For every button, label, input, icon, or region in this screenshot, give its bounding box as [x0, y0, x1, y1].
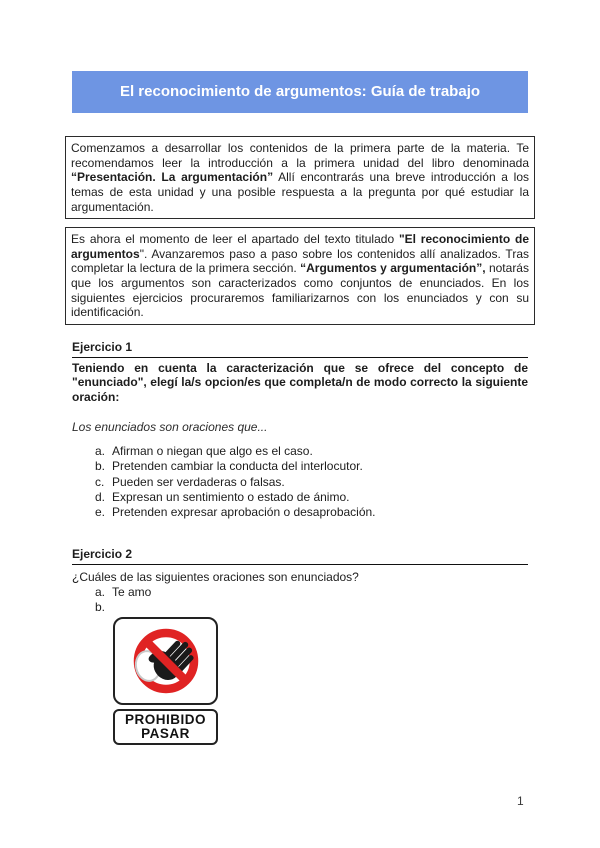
- item-text: Te amo: [112, 584, 152, 599]
- prohibido-pasar-sign: [113, 617, 218, 745]
- option-label: d.: [95, 489, 106, 504]
- no-entry-symbol-panel: [113, 617, 218, 705]
- option-label: c.: [95, 474, 105, 489]
- page-number: 1: [517, 794, 524, 808]
- page-content: [72, 0, 528, 745]
- option-text: Expresan un sentimiento o estado de ánimo.: [112, 489, 350, 504]
- sign-line-1: PROHIBIDO: [124, 712, 206, 728]
- intro-box-2: [65, 227, 535, 325]
- exercise1-prompt: Teniendo en cuenta la caracterización que se ofrece del concepto de "enunciado", elegí la/s opcion/es que completa/n de modo correcto la siguiente oración:: [72, 360, 528, 404]
- option-c: [95, 475, 528, 490]
- option-b: [95, 459, 528, 474]
- exercise2-item-b: [95, 600, 528, 615]
- sign-text-plate: [113, 709, 218, 745]
- intro-paragraph-2: Es ahora el momento de leer el apartado del texto titulado "El reconocimiento de argumentos". Avanzaremos paso a paso sobre los contenidos allí analizados. Tras completar la lectura de la primera sección. “Argumentos y argumentación”, notarás que los argumentos son caracterizados como conjuntos de enunciados. En los siguientes ejercicios procuraremos familiarizarnos con los enunciados y con su identificación.: [71, 232, 529, 320]
- option-label: b.: [95, 459, 106, 474]
- option-a: [95, 444, 528, 459]
- exercise1-lead-in: Los enunciados son oraciones que...: [72, 420, 268, 435]
- option-label: e.: [95, 505, 106, 520]
- option-d: [95, 490, 528, 505]
- title-banner: [72, 71, 528, 113]
- exercise2-question: ¿Cuáles de las siguientes oraciones son enunciados?: [72, 570, 359, 585]
- option-e: [95, 505, 528, 520]
- intro-box-1: [65, 136, 535, 219]
- sign-line-2: PASAR: [141, 725, 190, 741]
- intro-paragraph-1: Comenzamos a desarrollar los contenidos de la primera parte de la materia. Te recomendamos leer la introducción a la primera unidad del libro denominada “Presentación. La argumentación” Allí encontrarás una breve introducción a los temas de esta unidad y una posible respuesta a la pregunta por qué estudiar la argumentación.: [71, 141, 529, 214]
- option-label: a.: [95, 444, 106, 458]
- option-text: Afirman o niegan que algo es el caso.: [112, 444, 313, 458]
- exercise1-options: [72, 444, 528, 520]
- no-entry-hand-icon: [116, 621, 216, 701]
- page-title: El reconocimiento de argumentos: Guía de trabajo: [119, 82, 481, 100]
- exercise2-heading: Ejercicio 2: [72, 547, 528, 565]
- exercise1-heading: Ejercicio 1: [72, 340, 528, 358]
- item-label: a.: [95, 584, 106, 599]
- exercise2-item-a: [95, 585, 528, 600]
- option-text: Pretenden cambiar la conducta del interlocutor.: [112, 459, 363, 474]
- option-text: Pretenden expresar aprobación o desaprobación.: [112, 505, 376, 520]
- item-label: b.: [95, 600, 106, 615]
- option-text: Pueden ser verdaderas o falsas.: [112, 474, 285, 489]
